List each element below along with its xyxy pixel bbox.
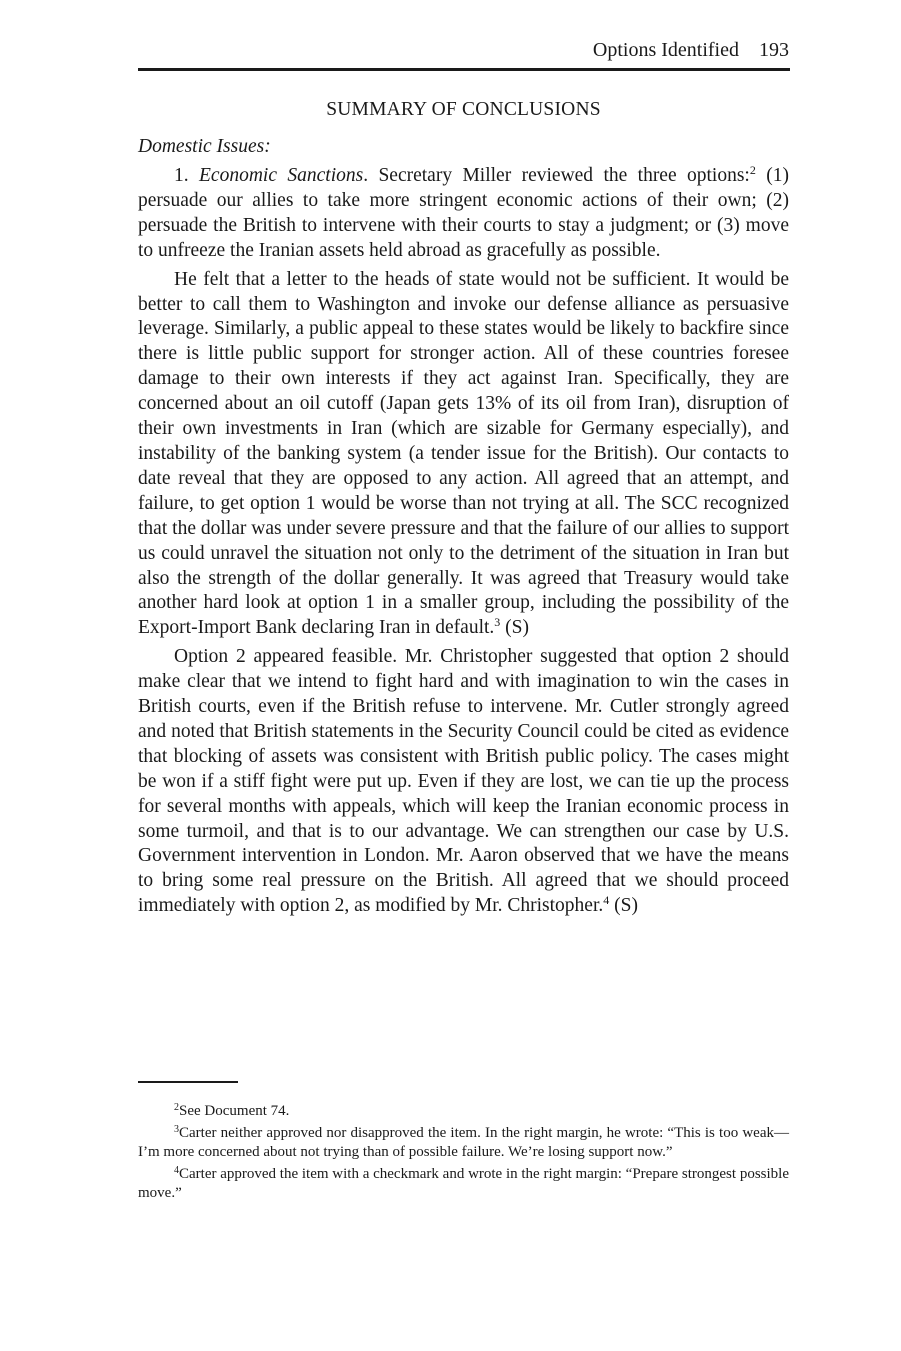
subheading: Domestic Issues: [138, 136, 271, 157]
header-rule [138, 68, 790, 71]
footnote-4 [138, 1165, 789, 1203]
footnote-ref[interactable]: 4 [603, 893, 610, 908]
page-number: 193 [759, 39, 789, 61]
classification-mark: (S) [500, 617, 530, 639]
header-text [593, 36, 789, 64]
footnote-rule [138, 1081, 238, 1083]
footnotes [138, 1102, 789, 1206]
classification-mark: (S) [609, 895, 638, 917]
footnote-text: Carter approved the item with a checkmark and wrote in the right margin: “Prepare strongest possible move.” [138, 1166, 789, 1201]
item-number: 1. [174, 165, 189, 186]
paragraph-economic-sanctions [138, 164, 789, 264]
footnote-2 [138, 1102, 789, 1121]
item-title: Economic Sanctions [199, 165, 364, 186]
footnote-marker: 4 [174, 1165, 179, 1176]
paragraph-text: Option 2 appeared feasible. Mr. Christopher suggested that option 2 should make clear that we intend to fight hard and with imagination to win the cases in British courts, even if the British refuse to intervene. Mr. Cutler strongly agreed and noted that British statements in the Security Council could be cited as evidence that blocking of assets was consistent with British public policy. The cases might be won if a stiff fight were put up. Even if they are lost, we can tie up the process for several months with appeals, which will keep the Iranian economic process in some turmoil, and that is to our advantage. We can strengthen our case by U.S. Government intervention in London. Mr. Aaron observed that we have the means to bring some real pressure on the British. All agreed that we should proceed immediately with option 2, as modified by Mr. Christopher. [138, 646, 789, 917]
paragraph-option-2 [138, 645, 789, 919]
paragraph-letter-heads-of-state [138, 268, 789, 642]
footnote-marker: 3 [174, 1124, 179, 1135]
footnote-marker: 2 [174, 1102, 179, 1113]
paragraph-text: . Secretary Miller reviewed the three options: [363, 165, 750, 186]
running-header [138, 36, 789, 70]
footnote-text: See Document 74. [179, 1103, 290, 1119]
footnote-text: Carter neither approved nor disapproved the item. In the right margin, he wrote: “This is too weak—I’m more concerned about not trying than of possible failure. We’re losing support now.” [138, 1125, 789, 1160]
paragraph-text: (1) persuade our allies to take more stringent economic actions of their own; (2) persuade the British to intervene with their courts to stay a judgment; or (3) move to unfreeze the Iranian assets held abroad as gracefully as possible. [138, 165, 789, 261]
running-title: Options Identified [592, 39, 739, 61]
section-title: SUMMARY OF CONCLUSIONS [326, 99, 601, 120]
main-content [138, 96, 789, 923]
paragraph-text: He felt that a letter to the heads of state would not be sufficient. It would be better to call them to Washington and invoke our defense alliance as persuasive leverage. Similarly, a public appeal to these states would be likely to backfire since there is little public support for stronger action. All of these countries foresee damage to their own interests if they act against Iran. Specifically, they are concerned about an oil cutoff (Japan gets 13% of its oil from Iran), disruption of their own investments in Iran (which are sizable for Germany especially), and instability of the banking system (a tender issue for the British). Our contacts to date reveal that they are opposed to any action. All agreed that an attempt, and failure, to get option 1 would be worse than not trying at all. The SCC recognized that the dollar was under severe pressure and that the failure of our allies to support us could unravel the situation not only to the detriment of the situation in Iran but also the strength of the dollar generally. It was agreed that Treasury would take another hard look at option 1 in a smaller group, including the possibility of the Export-Import Bank declaring Iran in default. [138, 268, 789, 639]
footnote-ref[interactable]: 3 [494, 615, 501, 630]
footnote-ref[interactable]: 2 [749, 163, 756, 177]
footnote-3 [138, 1124, 789, 1162]
